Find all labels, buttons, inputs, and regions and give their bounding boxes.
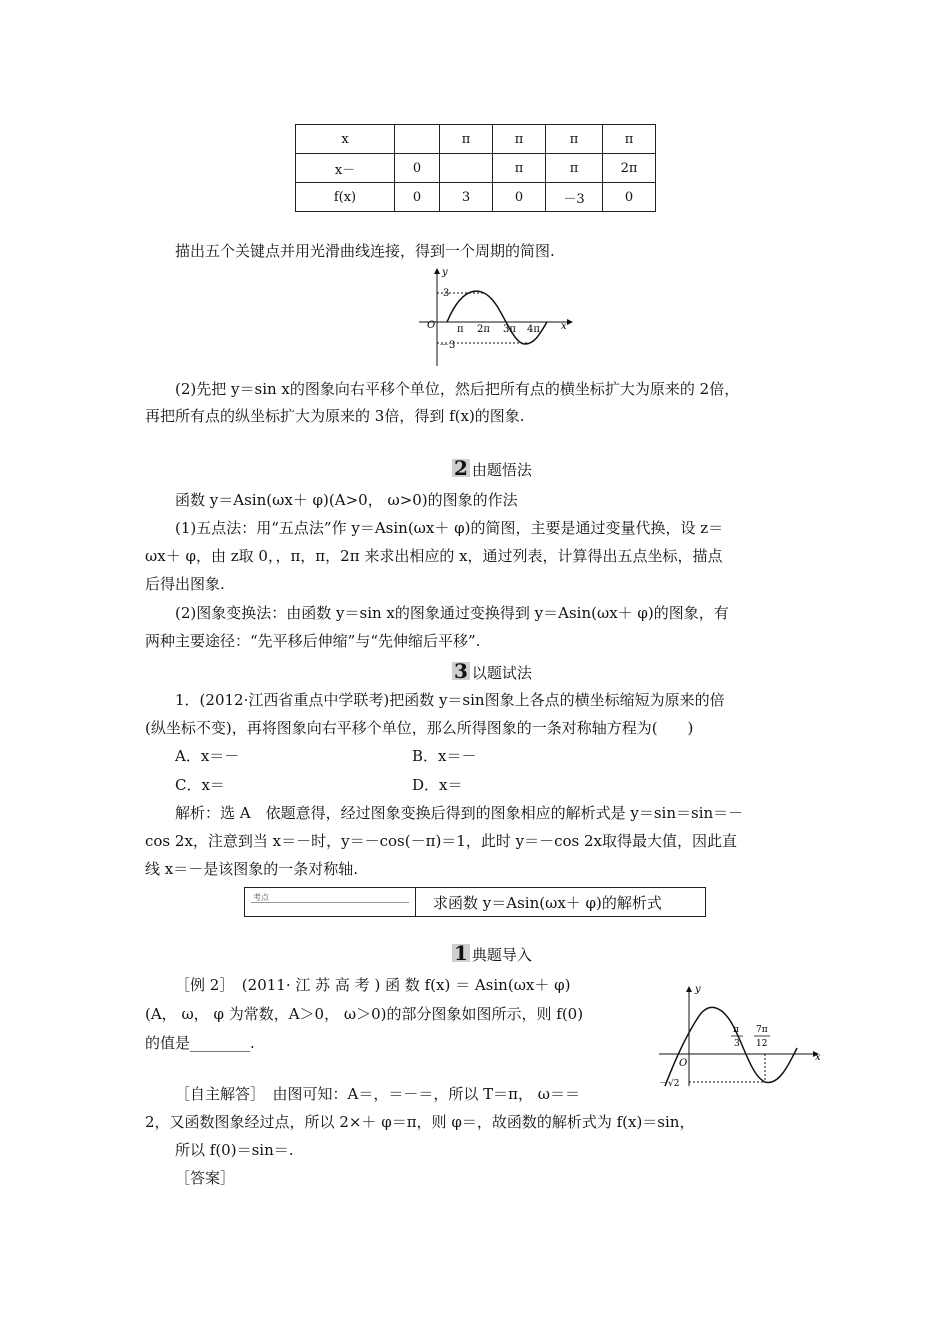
x-tick-label: π bbox=[457, 324, 464, 335]
divider bbox=[251, 902, 409, 903]
sine-curve bbox=[447, 291, 547, 344]
option-b: B．x＝－ bbox=[412, 747, 477, 765]
table-cell: f(x) bbox=[296, 183, 395, 212]
x-axis-label: x bbox=[561, 321, 567, 332]
origin-label: O bbox=[679, 1058, 688, 1069]
topic-box-label-cell bbox=[245, 888, 416, 916]
paragraph: 描出五个关键点并用光滑曲线连接，得到一个周期的简图. bbox=[175, 242, 555, 260]
option-d: D．x＝ bbox=[412, 776, 463, 794]
example-text: ［例 2］ (2011· 江 苏 高 考 ) 函 数 f(x) ＝ Asin(ωx＋ φ) bbox=[175, 976, 571, 994]
example-text: (A， ω， φ 为常数，A＞0， ω＞0)的部分图象如图所示，则 f(0) bbox=[145, 1005, 584, 1023]
section-heading bbox=[452, 659, 532, 683]
y-tick-label: －3 bbox=[439, 340, 456, 351]
section-number-badge: 2 bbox=[454, 456, 468, 480]
section-heading bbox=[452, 456, 532, 480]
x-tick-label: 3π bbox=[503, 324, 516, 335]
example-text: 的值是________. bbox=[145, 1034, 255, 1052]
table-row bbox=[296, 154, 656, 183]
paragraph: 再把所有点的纵坐标扩大为原来的 3倍，得到 f(x)的图象. bbox=[145, 407, 525, 425]
answer-text: 所以 f(0)＝sin＝. bbox=[175, 1141, 294, 1159]
sine-graph-figure bbox=[415, 266, 575, 370]
solution-text: cos 2x，注意到当 x＝－时，y＝－cos(－π)＝1，此时 y＝－cos 2x取得最大值，因此直 bbox=[145, 832, 737, 850]
table-cell: 0 bbox=[603, 183, 656, 212]
section-heading-text: 以题试法 bbox=[471, 664, 532, 682]
section-number-badge: 1 bbox=[454, 941, 468, 965]
question-text: 1．(2012·江西省重点中学联考)把函数 y＝sin图象上各点的横坐标缩短为原来的倍 bbox=[175, 691, 725, 709]
section-number-badge: 3 bbox=[454, 659, 468, 683]
option-c: C．x＝ bbox=[175, 776, 225, 794]
paragraph: 两种主要途径：“先平移后伸缩”与“先伸缩后平移”. bbox=[145, 632, 481, 650]
table-cell: π bbox=[546, 125, 603, 154]
paragraph: 后得出图象. bbox=[145, 575, 225, 593]
table-cell: －3 bbox=[546, 183, 603, 212]
value-table bbox=[295, 124, 656, 212]
origin-label: O bbox=[427, 320, 436, 331]
table-row bbox=[296, 125, 656, 154]
x-axis-label: x bbox=[815, 1052, 821, 1063]
topic-tag: 考点 bbox=[253, 893, 269, 902]
x-tick-label: 4π bbox=[527, 324, 540, 335]
tick-denominator: 3 bbox=[734, 1039, 740, 1049]
solution-text: 线 x＝－是该图象的一条对称轴. bbox=[145, 860, 358, 878]
paragraph: ωx＋ φ，由 z取 0，，π，π，2π 来求出相应的 x，通过列表，计算得出五点坐标，描点 bbox=[145, 547, 723, 565]
y-min-label: －√2 bbox=[659, 1079, 680, 1089]
sine-curve bbox=[665, 1007, 797, 1086]
answer-text: 2，又函数图象经过点，所以 2×＋ φ＝π，则 φ＝，故函数的解析式为 f(x)＝sin， bbox=[145, 1113, 695, 1131]
tick-numerator: π bbox=[733, 1025, 739, 1035]
y-axis-arrow bbox=[686, 986, 692, 992]
table-cell: π bbox=[493, 154, 546, 183]
section-heading bbox=[452, 941, 532, 965]
answer-label: ［答案］ bbox=[175, 1169, 236, 1187]
table-cell: x bbox=[296, 125, 395, 154]
topic-box bbox=[244, 887, 706, 917]
option-a: A．x＝－ bbox=[175, 747, 240, 765]
table-cell: 3 bbox=[440, 183, 493, 212]
table-cell: π bbox=[546, 154, 603, 183]
solution-text: 解析：选 A 依题意得，经过图象变换后得到的图象相应的解析式是 y＝sin＝sin＝－ bbox=[175, 804, 744, 822]
section-heading-text: 典题导入 bbox=[471, 946, 532, 964]
tick-numerator: 7π bbox=[756, 1025, 768, 1035]
paragraph: 函数 y＝Asin(ωx＋ φ)(A>0， ω>0)的图象的作法 bbox=[175, 491, 518, 509]
topic-title: 求函数 y＝Asin(ωx＋ φ)的解析式 bbox=[433, 894, 662, 912]
section-heading-text: 由题悟法 bbox=[471, 461, 532, 479]
table-cell: 0 bbox=[395, 154, 440, 183]
answer-text: ［自主解答］ 由图可知：A＝，＝－＝，所以 T＝π， ω＝＝ bbox=[175, 1085, 580, 1103]
table-cell bbox=[395, 125, 440, 154]
paragraph: (1)五点法：用“五点法”作 y＝Asin(ωx＋ φ)的简图，主要是通过变量代换，设 z＝ bbox=[175, 519, 724, 537]
table-row bbox=[296, 183, 656, 212]
table-cell: 0 bbox=[395, 183, 440, 212]
y-axis-arrow bbox=[434, 268, 440, 274]
table-cell: π bbox=[440, 125, 493, 154]
table-cell: π bbox=[603, 125, 656, 154]
tick-denominator: 12 bbox=[756, 1039, 768, 1049]
x-tick-label: 2π bbox=[477, 324, 490, 335]
x-axis-arrow bbox=[567, 319, 573, 325]
table-cell bbox=[440, 154, 493, 183]
table-cell: π bbox=[493, 125, 546, 154]
paragraph: (2)先把 y＝sin x的图象向右平移个单位，然后把所有点的横坐标扩大为原来的 2倍， bbox=[175, 380, 740, 398]
table-cell: 0 bbox=[493, 183, 546, 212]
question-text: (纵坐标不变)，再将图象向右平移个单位，那么所得图象的一条对称轴方程为( ) bbox=[145, 719, 694, 737]
paragraph: (2)图象变换法：由函数 y＝sin x的图象通过变换得到 y＝Asin(ωx＋ φ)的图象，有 bbox=[175, 604, 729, 622]
table-cell: x－ bbox=[296, 154, 395, 183]
y-tick-label: 3 bbox=[443, 288, 450, 299]
table-cell: 2π bbox=[603, 154, 656, 183]
y-axis-label: y bbox=[442, 267, 448, 278]
partial-graph-figure bbox=[655, 980, 830, 1090]
y-axis-label: y bbox=[695, 984, 701, 995]
